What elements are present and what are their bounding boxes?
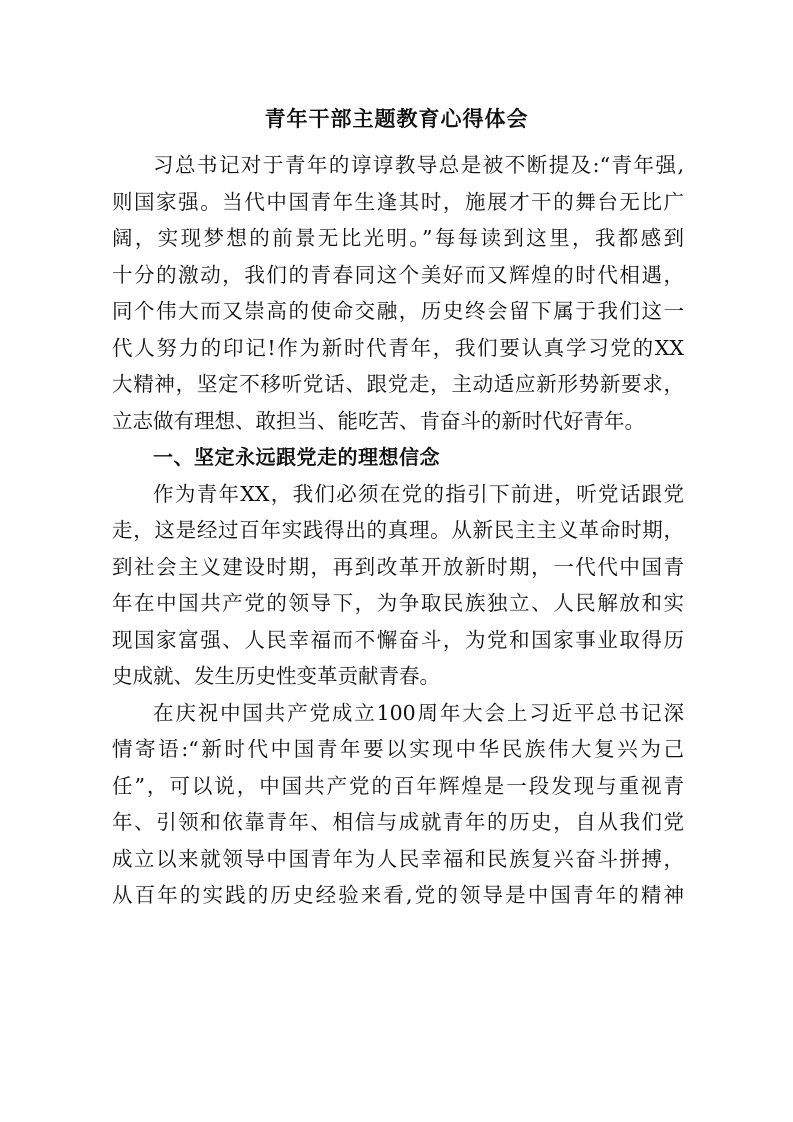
document-body — [112, 147, 684, 914]
paragraph-line: 任”，可以说，中国共产党的百年辉煌是一段发现与重视青 — [112, 773, 684, 798]
paragraph-line: 同个伟大而又崇高的使命交融，历史终会留下属于我们这一 — [112, 299, 684, 323]
paragraph-line: 年在中国共产党的领导下，为争取民族独立、人民解放和实 — [112, 591, 684, 615]
paragraph-line: 在庆祝中国共产党成立100周年大会上习近平总书记深 — [153, 700, 684, 725]
paragraph-line: 从百年的实践的历史经验来看,党的领导是中国青年的精神 — [112, 883, 684, 907]
paragraph-line: 现国家富强、人民幸福而不懈奋斗，为党和国家事业取得历 — [112, 627, 684, 652]
paragraph-line: 阔，实现梦想的前景无比光明。”每每读到这里，我都感到 — [112, 226, 684, 250]
paragraph-line: 史成就、发生历史性变革贡献青春。 — [112, 664, 440, 688]
paragraph-line: 十分的激动，我们的青春同这个美好而又辉煌的时代相遇， — [112, 262, 684, 287]
paragraph-line: 代人努力的印记!作为新时代青年，我们要认真学习党的XX — [112, 335, 684, 360]
section-heading: 一、坚定永远跟党走的理想信念 — [153, 445, 440, 469]
paragraph-section1-1 — [112, 476, 684, 695]
paragraph-line: 走，这是经过百年实践得出的真理。从新民主主义革命时期， — [112, 518, 684, 542]
paragraph-line: 习总书记对于青年的谆谆教导总是被不断提及:“青年强, — [153, 153, 684, 177]
paragraph-section1-2 — [112, 695, 684, 914]
paragraph-line: 大精神，坚定不移听党话、跟党走，主动适应新形势新要求， — [112, 372, 684, 396]
paragraph-line: 情寄语:“新时代中国青年要以实现中华民族伟大复兴为己 — [112, 737, 684, 761]
paragraph-line: 则国家强。当代中国青年生逢其时，施展才干的舞台无比广 — [112, 189, 684, 214]
paragraph-line: 立志做有理想、敢担当、能吃苦、肯奋斗的新时代好青年。 — [112, 408, 645, 433]
paragraph-line: 成立以来就领导中国青年为人民幸福和民族复兴奋斗拼搏， — [112, 846, 684, 871]
paragraph-intro — [112, 147, 684, 439]
document-title: 青年干部主题教育心得体会 — [264, 106, 529, 131]
paragraph-line: 年、引领和依靠青年、相信与成就青年的历史，自从我们党 — [112, 810, 684, 834]
paragraph-line: 到社会主义建设时期，再到改革开放新时期，一代代中国青 — [112, 554, 684, 579]
paragraph-line: 作为青年XX，我们必须在党的指引下前进，听党话跟党 — [153, 481, 684, 506]
